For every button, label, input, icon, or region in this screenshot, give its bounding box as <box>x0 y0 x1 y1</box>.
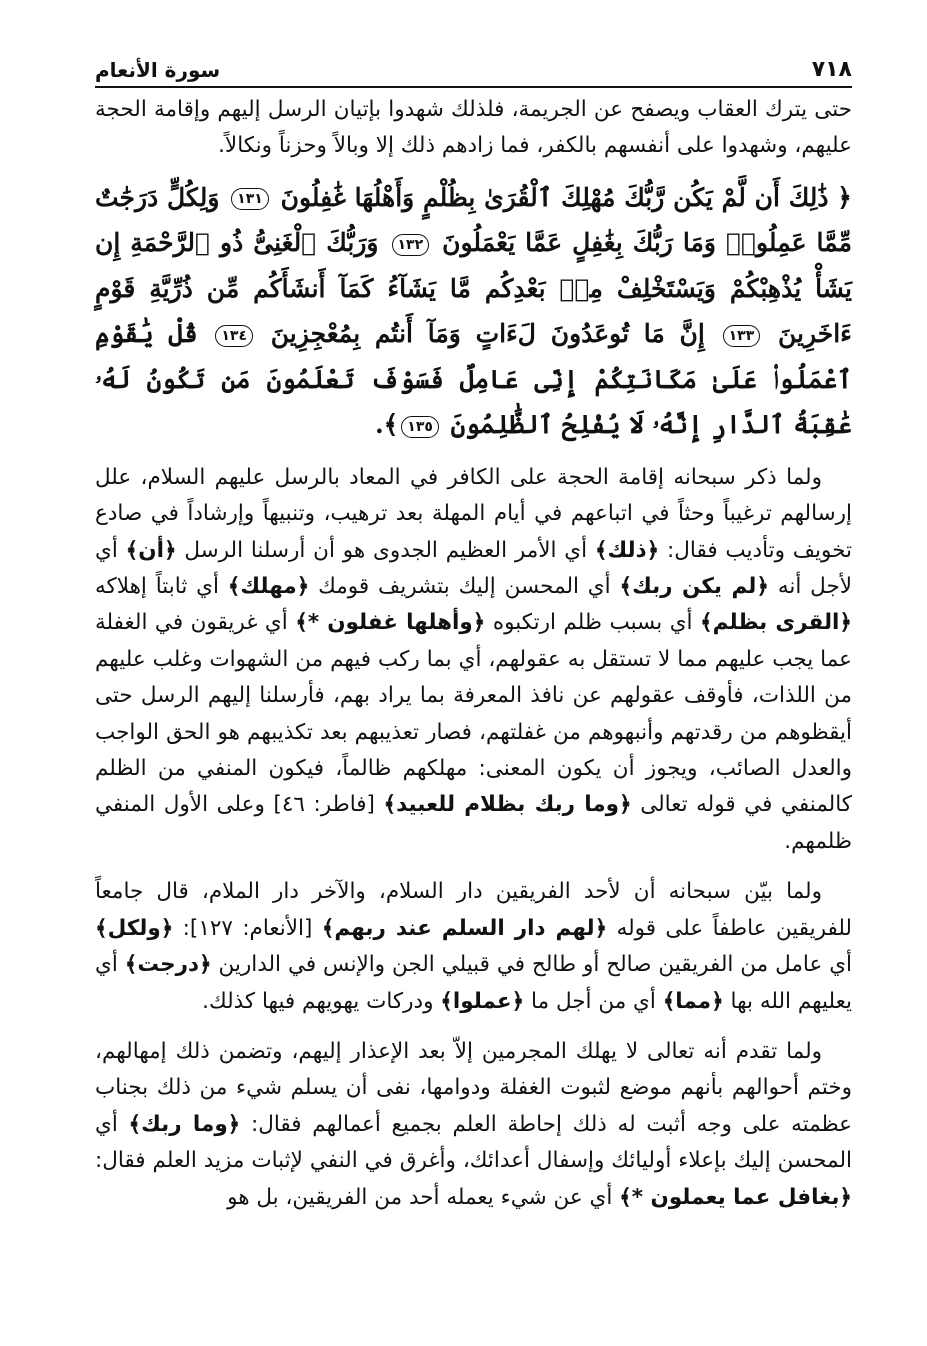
p1-text-4: أي المحسن إليك بتشريف قومك <box>309 574 620 600</box>
p2-quote-4: ﴿مما﴾ <box>662 988 724 1014</box>
verse-133: وَرَبُّكَ ٱلْغَنِىُّ ذُو ٱلرَّحْمَةِ إِن يَشَأْ يُذْهِبْكُمْ وَيَسْتَخْلِفْ مِنۢ بَعْدِكُم مَّا يَشَآءُ كَمَآ أَنشَأَكُم مِّن ذُرِّيَّةِ قَوْمٍ ءَاخَرِينَ <box>95 228 852 349</box>
ayah-number-135: ١٣٥ <box>401 416 439 438</box>
surah-name: سورة الأنعام <box>95 58 221 82</box>
page-body <box>95 92 852 1216</box>
p1-text-1: ولما ذكر سبحانه إقامة الحجة على الكافر في المعاد بالرسل عليهم السلام، علل إرسالهم ترغيباً وحثاً في اتباعهم في أيام المهلة بعد ترهيب، وتنبيهاً وإرشاداً في صادع تخويف وتأديب فقال: <box>95 464 853 563</box>
p2-text-6: ودركات يهويهم فيها كذلك. <box>202 988 441 1014</box>
quran-verses <box>95 175 852 448</box>
ayah-number-132: ١٣٢ <box>392 234 430 256</box>
commentary-paragraph-3 <box>95 1034 852 1216</box>
p2-quote-2: ﴿ولكل﴾ <box>95 915 174 941</box>
intro-text: حتى يترك العقاب ويصفح عن الجريمة، فلذلك شهدوا بإتيان الرسل إليهم وإقامة الحجة عليهم، وشهدوا على أنفسهم بالكفر، فما زادهم ذلك إلا وبالاً وحزناً ونكالاً. <box>95 97 852 159</box>
p2-text-5: أي من أجل ما <box>524 988 663 1014</box>
p1-text-8: [فاطر: ٤٦] وعلى الأول المنفي ظلمهم. <box>95 792 852 854</box>
p2-text-1: ولما بيّن سبحانه أن لأحد الفريقين دار السلام، والآخر دار الملام، قال جامعاً للفريقين عاطفاً على قوله <box>95 879 852 941</box>
paragraph-gap <box>95 1020 852 1034</box>
verse-131: ذَٰلِكَ أَن لَّمْ يَكُن رَّبُّكَ مُهْلِكَ ٱلْقُرَىٰ بِظُلْمٍ وَأَهْلُهَا غَٰفِلُونَ <box>280 182 829 212</box>
p1-quote-4: ﴿مهلك﴾ <box>227 574 310 600</box>
verse-close-bracket: ﴾. <box>374 410 399 440</box>
p2-quote-3: ﴿درجت﴾ <box>124 952 212 978</box>
p1-text-3: أي لأجل أنه <box>95 537 852 600</box>
verse-135: قُلْ يَٰقَوْمِ ٱعْمَلُوا۟ عَلَىٰ مَكَانَتِكُمْ إِنِّى عَامِلٌ فَسَوْفَ تَعْلَمُونَ مَن تَكُونُ لَهُۥ عَٰقِبَةُ ٱلدَّارِ إِنَّهُۥ لَا يُفْلِحُ ٱلظَّٰلِمُونَ <box>95 319 852 440</box>
ayah-number-134: ١٣٤ <box>215 325 253 347</box>
p2-quote-1: ﴿لهم دار السلم عند ربهم﴾ <box>321 915 608 941</box>
p1-quote-6: ﴿وأهلها غفلون *﴾ <box>295 610 486 636</box>
ayah-number-133: ١٣٣ <box>723 325 761 347</box>
intro-paragraph <box>95 92 852 165</box>
page-number: ٧١٨ <box>811 57 852 82</box>
p1-text-5: أي ثابتاً إهلاكه <box>95 574 228 600</box>
p2-text-2: [الأنعام: ١٢٧]: <box>173 915 322 941</box>
p1-quote-7: ﴿وما ربك بظلام للعبيد﴾ <box>383 792 632 818</box>
p2-text-3: أي عامل من الفريقين صالح أو طالح في قبيلي الجن والإنس في الدارين <box>211 952 852 978</box>
paragraph-gap <box>95 860 852 874</box>
p1-text-7: أي غريقون في الغفلة عما يجب عليهم مما لا تستقل به عقولهم، أي بما ركب فيهم من الشهوات وغلب عليهم من اللذات، فأوقف عقولهم عن نافذ المعرفة بما يراد بهم، فأرسلنا إليهم الرسل حتى أيقظوهم من رقدتهم وأنبهوهم من غفلتهم، فصار تعذيبهم بعد تكذيبهم هو الحق الواجب والعدل الصائب، ويجوز أن يكون المعنى: مهلكهم ظالماً، فيكون المنفي من الظلم كالمنفي في قوله تعالى <box>95 610 852 818</box>
verse-134: إِنَّ مَا تُوعَدُونَ لَءَاتٍ وَمَآ أَنتُم بِمُعْجِزِينَ <box>270 319 705 349</box>
ayah-number-131: ١٣١ <box>231 188 269 210</box>
page-header <box>95 50 852 88</box>
p3-text-2: أي المحسن إليك بإعلاء أوليائك وإسفال أعدائك، وأغرق في النفي لإثبات مزيد العلم فقال: <box>95 1111 852 1174</box>
p1-quote-3: ﴿لم يكن ربك﴾ <box>619 574 769 600</box>
verse-open-bracket: ﴿ <box>837 182 852 212</box>
p1-text-2: أي الأمر العظيم الجدوى هو أن أرسلنا الرسل <box>176 537 595 563</box>
p1-quote-5: ﴿القرى بظلم﴾ <box>700 610 852 636</box>
p3-text-3: أي عن شيء يعمله أحد من الفريقين، بل هو <box>227 1184 620 1210</box>
verse-132: وَلِكُلٍّ دَرَجَٰتٌ مِّمَّا عَمِلُوا۟ وَمَا رَبُّكَ بِغَٰفِلٍ عَمَّا يَعْمَلُونَ <box>95 182 852 258</box>
p2-text-4: أي يعليهم الله بها <box>95 952 852 1014</box>
commentary-paragraph-1 <box>95 460 852 860</box>
p1-quote-2: ﴿أن﴾ <box>125 537 177 563</box>
p1-text-6: أي بسبب ظلم ارتكبوه <box>485 610 700 636</box>
p3-text-1: ولما تقدم أنه تعالى لا يهلك المجرمين إلاّ بعد الإعذار إليهم، وتضمن ذلك إمهالهم، وختم أحوالهم بأنهم موضع لثبوت الغفلة ودوامها، نفى أن يسلم شيء من ذلك بجناب عظمته على وجه أثبت له ذلك إحاطة العلم بجميع أعمالهم فقال: <box>95 1038 853 1137</box>
p3-quote-1: ﴿وما ربك﴾ <box>128 1111 241 1137</box>
p1-quote-1: ﴿ذلك﴾ <box>594 537 660 563</box>
commentary-paragraph-2 <box>95 874 852 1020</box>
p2-quote-5: ﴿عملوا﴾ <box>440 988 525 1014</box>
p3-quote-2: ﴿بغافل عما يعملون *﴾ <box>619 1184 852 1210</box>
